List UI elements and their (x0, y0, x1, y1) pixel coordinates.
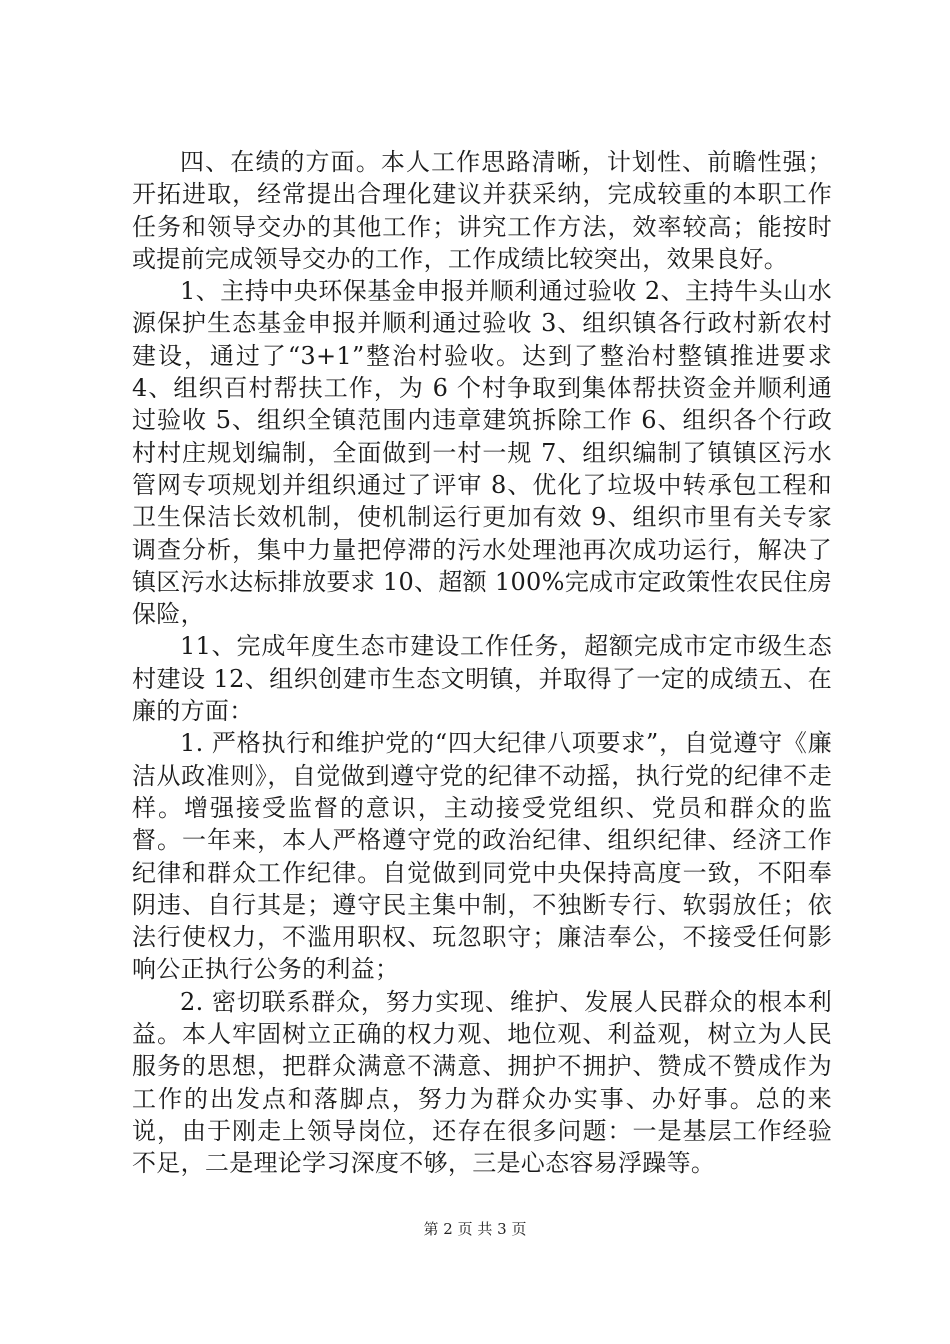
paragraph-performance: 四、在绩的方面。本人工作思路清晰，计划性、前瞻性强；开拓进取，经常提出合理化建议并获采纳，完成较重的本职工作任务和领导交办的其他工作；讲究工作方法，效率较高；能按时或提前完成领导交办的工作，工作成绩比较突出，效果良好。 (132, 148, 832, 273)
page-footer: 第 2 页 共 3 页 (423, 1220, 527, 1238)
paragraph-discipline: 1. 严格执行和维护党的“四大纪律八项要求”，自觉遵守《廉洁从政准则》，自觉做到遵守党的纪律不动摇，执行党的纪律不走样。增强接受监督的意识，主动接受党组织、党员和群众的监督。一年来，本人严格遵守党的政治纪律、组织纪律、经济工作纪律和群众工作纪律。自觉做到同党中央保持高度一致，不阳奉阴违、自行其是；遵守民主集中制，不独断专行、软弱放任；依法行使权力，不滥用职权、玩忽职守；廉洁奉公，不接受任何影响公正执行公务的利益； (132, 729, 832, 984)
paragraph-achievements-list: 1、主持中央环保基金申报并顺利通过验收 2、主持牛头山水源保护生态基金申报并顺利通过验收 3、组织镇各行政村新农村建设，通过了“3+1”整治村验收。达到了整治村整镇推进要求 4、组织百村帮扶工作，为 6 个村争取到集体帮扶资金并顺利通过验收 5、组织全镇范围内违章建筑拆除工作 6、组织各个行政村村庄规划编制，全面做到一村一规 7、组织编制了镇镇区污水管网专项规划并组织通过了评审 8、优化了垃圾中转承包工程和卫生保洁长效机制，使机制运行更加有效 9、组织市里有关专家调查分析，集中力量把停滞的污水处理池再次成功运行，解决了镇区污水达标排放要求 10、超额 100%完成市定政策性农民住房保险， (132, 277, 833, 629)
paragraph-mass-line: 2. 密切联系群众，努力实现、维护、发展人民群众的根本利益。本人牢固树立正确的权力观、地位观、利益观，树立为人民服务的思想，把群众满意不满意、拥护不拥护、赞成不赞成作为工作的出发点和落脚点，努力为群众办实事、办好事。总的来说，由于刚走上领导岗位，还存在很多问题：一是基层工作经验不足，二是理论学习深度不够，三是心态容易浮躁等。 (132, 987, 832, 1178)
document-body (132, 146, 832, 1180)
paragraph-ecology-tasks: 11、完成年度生态市建设工作任务，超额完成市定市级生态村建设 12、组织创建市生态文明镇，并取得了一定的成绩五、在廉的方面： (132, 632, 832, 726)
